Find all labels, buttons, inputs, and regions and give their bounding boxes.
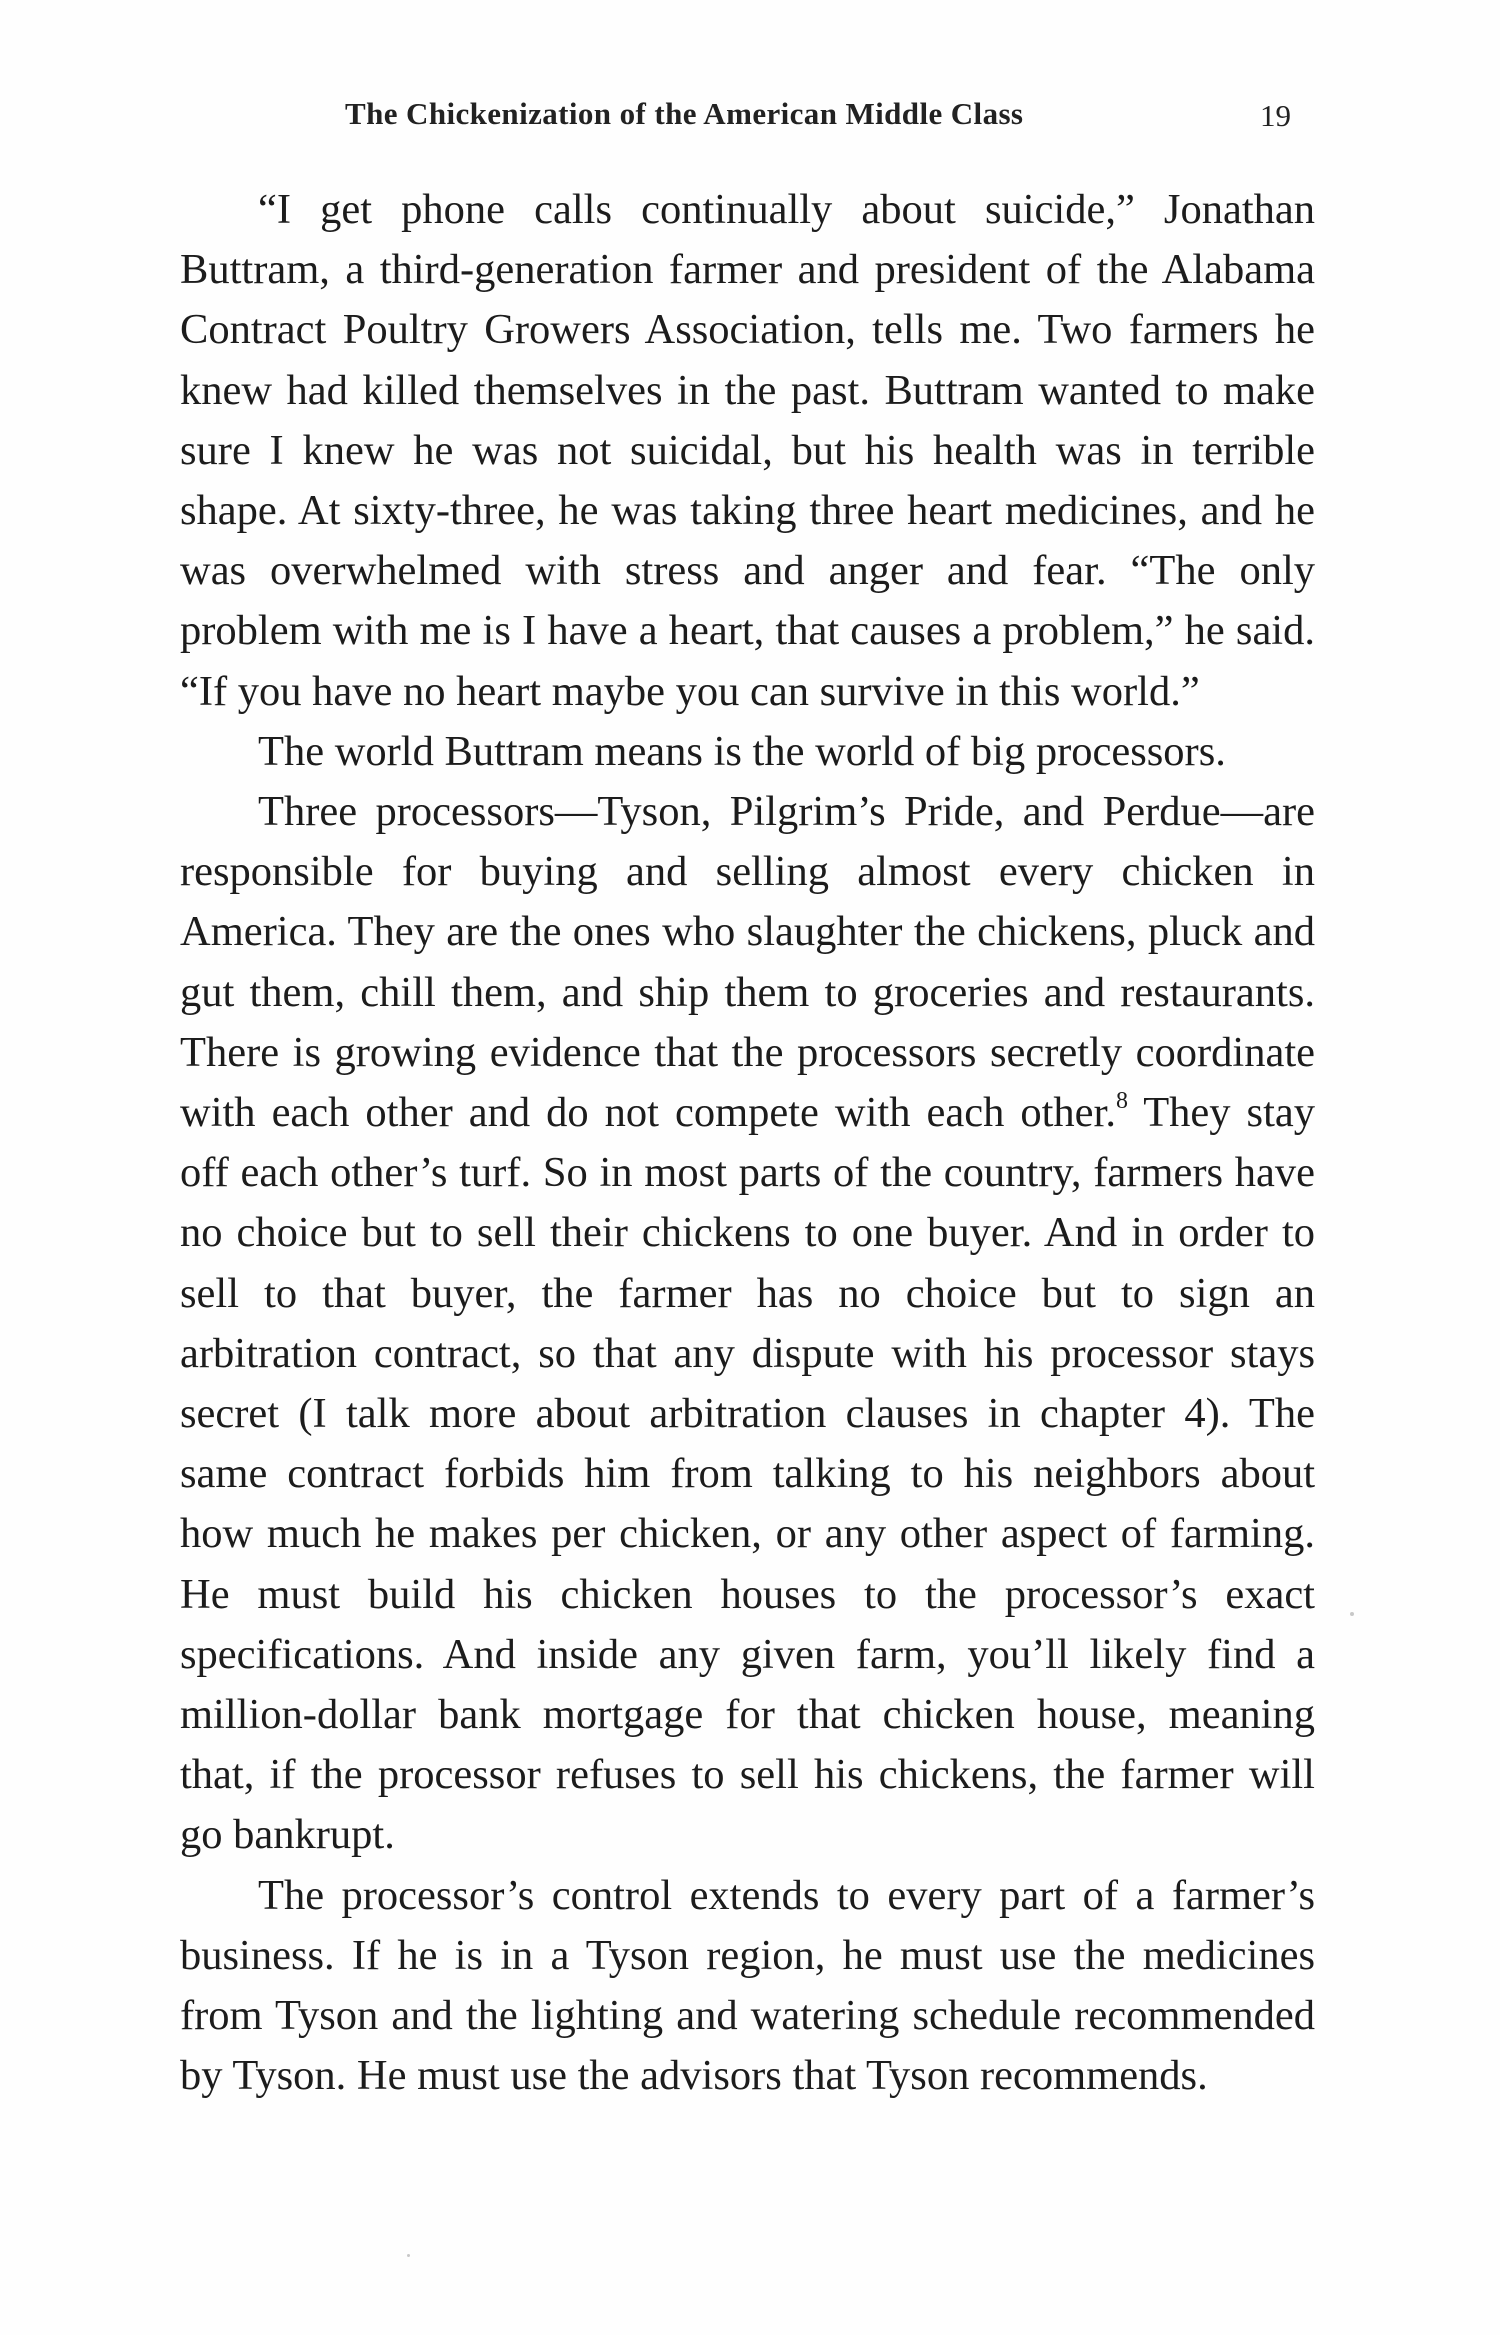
paragraph-text-before-note: Three processors—Tyson, Pilgrim’s Pride, and Perdue—are responsible for buying and selling almost every chicken in America. They are the ones who slaughter the chickens, pluck and gut them, chill them, and ship them to groceries and restaurants. There is growing evidence that the processors secretly coordinate with each other and do not compete with each other. [180, 788, 1315, 1137]
running-head [345, 96, 1291, 146]
running-title: The Chickenization of the American Middle Class [345, 96, 1024, 131]
footnote-reference[interactable]: 8 [1115, 1088, 1128, 1115]
paragraph-three-processors [180, 782, 1315, 1866]
scan-speck [407, 2254, 410, 2257]
paragraph-text-after-note: They stay off each other’s turf. So in most parts of the country, farmers have no choice but to sell their chickens to one buyer. And in order to sell to that buyer, the farmer has no choice but to sign an arbitration contract, so that any dispute with his processor stays secret (I talk more about arbitration clauses in chapter 4). The same contract forbids him from talking to his neighbors about how much he makes per chicken, or any other aspect of farming. He must build his chicken houses to the processor’s exact specifications. And inside any given farm, you’ll likely find a million-dollar bank mortgage for that chicken house, meaning that, if the processor refuses to sell his chickens, the farmer will go bankrupt. [180, 1089, 1315, 1859]
paragraph-suicide-calls: “I get phone calls continually about suicide,” Jonathan Buttram, a third-generation farmer and president of the Alabama Contract Poultry Growers Association, tells me. Two farmers he knew had killed themselves in the past. Buttram wanted to make sure I knew he was not suicidal, but his health was in terrible shape. At sixty-three, he was taking three heart medicines, and he was overwhelmed with stress and anger and fear. “The only problem with me is I have a heart, that causes a problem,” he said. “If you have no heart maybe you can survive in this world.” [180, 186, 1315, 715]
paragraph-world-of-processors: The world Buttram means is the world of big processors. [258, 727, 1226, 775]
page-number: 19 [1260, 98, 1291, 133]
scan-speck [1350, 1612, 1354, 1616]
paragraph-processor-control: The processor’s control extends to every part of a farmer’s business. If he is in a Tyson region, he must use the medicines from Tyson and the lighting and watering schedule recommended by Tyson. He must use the advisors that Tyson recommends. [180, 1871, 1315, 2100]
body-text [180, 180, 1315, 2107]
